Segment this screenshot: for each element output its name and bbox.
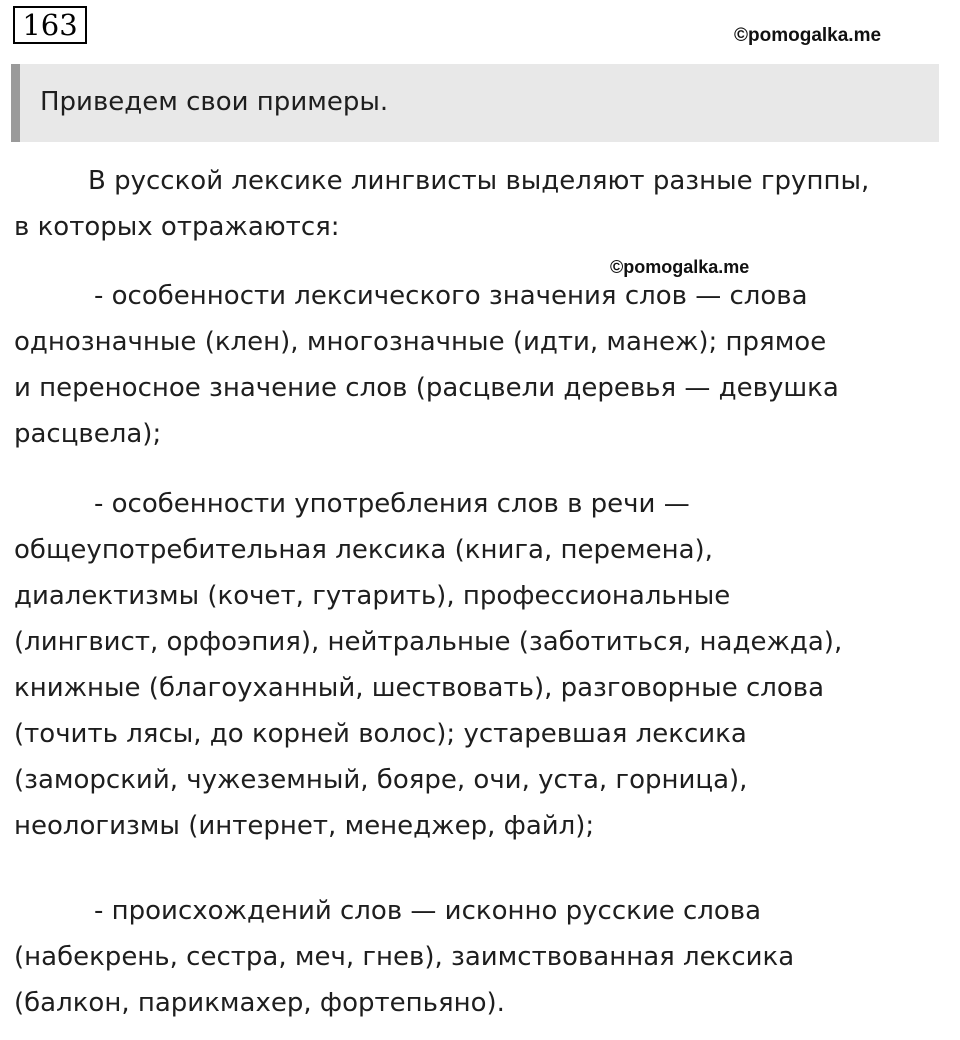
paragraph-usage [14,481,944,849]
paragraph-origin [14,888,944,1026]
paragraph-line: - происхождений слов — исконно русские слова [94,896,762,926]
paragraph-line: однозначные (клен), многозначные (идти, манеж); прямое [14,327,827,357]
paragraph-line: - особенности употребления слов в речи — [94,489,690,519]
paragraph-intro [14,158,944,250]
paragraph-line: (точить лясы, до корней волос); устаревшая лексика [14,719,747,749]
paragraph-line: книжные (благоуханный, шествовать), разговорные слова [14,673,825,703]
paragraph-lexical-meaning [14,273,944,457]
paragraph-line: диалектизмы (кочет, гутарить), профессиональные [14,581,731,611]
heading-text: Приведем свои примеры. [40,87,389,117]
paragraph-line: (набекрень, сестра, меч, гнев), заимствованная лексика [14,942,795,972]
paragraph-line: неологизмы (интернет, менеджер, файл); [14,811,595,841]
paragraph-line: В русской лексике лингвисты выделяют разные группы, [88,166,870,196]
paragraph-line: расцвела); [14,419,162,449]
paragraph-line: и переносное значение слов (расцвели деревья — девушка [14,373,839,403]
watermark-top: ©pomogalka.me [734,25,882,46]
paragraph-line: - особенности лексического значения слов — слова [94,281,808,311]
paragraph-line: (заморский, чужеземный, бояре, очи, уста, горница), [14,765,748,795]
paragraph-line: (балкон, парикмахер, фортепьяно). [14,988,505,1018]
task-number: 163 [13,6,87,44]
watermark-middle: ©pomogalka.me [610,257,750,277]
paragraph-line: общеупотребительная лексика (книга, перемена), [14,535,713,565]
paragraph-line: (лингвист, орфоэпия), нейтральные (заботиться, надежда), [14,627,843,657]
heading-box [11,64,939,142]
paragraph-line: в которых отражаются: [14,212,340,242]
